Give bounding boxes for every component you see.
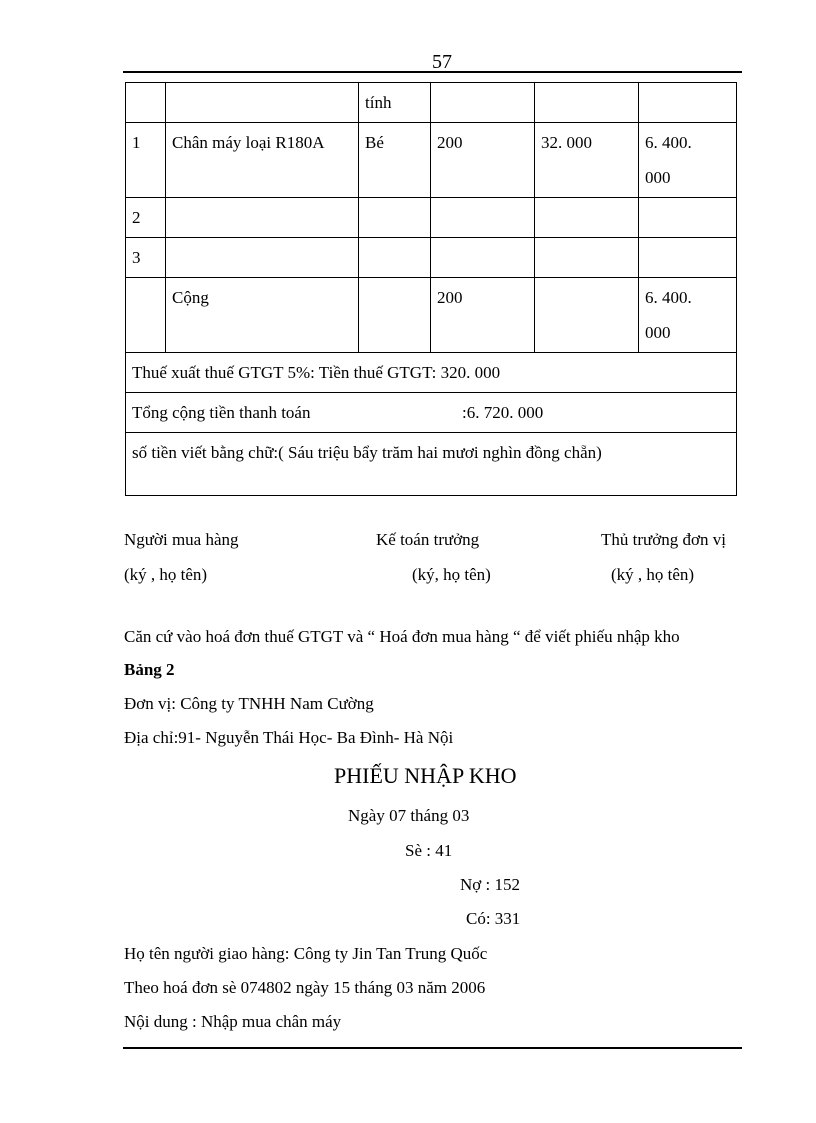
row-qty: 200 <box>431 123 535 198</box>
unit-text: Đơn vị: Công ty TNHH Nam Cường <box>124 694 374 713</box>
row-stt: 1 <box>126 123 166 198</box>
receipt-debit: Nợ : 152 <box>460 875 520 894</box>
row-stt: 2 <box>126 198 166 238</box>
total-label: Cộng <box>166 278 359 353</box>
footer-rule <box>123 1047 742 1049</box>
row-price: 32. 000 <box>535 123 639 198</box>
table-row <box>126 123 737 198</box>
sig-head-note: (ký , họ tên) <box>611 565 695 584</box>
total-row <box>126 278 737 353</box>
grand-total-value: :6. 720. 000 <box>462 403 544 422</box>
receipt-credit: Có: 331 <box>466 909 521 928</box>
in-words-row <box>126 433 737 496</box>
row-amount: 6. 400. 000 <box>639 123 737 198</box>
deliverer-text: Họ tên người giao hàng: Công ty Jin Tan Trung Quốc <box>124 944 488 963</box>
grand-total-label: Tổng cộng tiền thanh toán <box>132 403 311 422</box>
table-header-row <box>126 83 737 123</box>
row-stt: 3 <box>126 238 166 278</box>
receipt-number: Sè : 41 <box>405 841 453 860</box>
sig-head: Thủ trưởng đơn vị <box>601 530 726 549</box>
sig-accountant-note: (ký, họ tên) <box>412 565 491 584</box>
content-text: Nội dung : Nhập mua chân máy <box>124 1012 342 1031</box>
cell-unit-header: tính <box>359 83 431 123</box>
receipt-title: PHIẾU NHẬP KHO <box>334 763 517 788</box>
sig-buyer: Người mua hàng <box>124 530 239 549</box>
receipt-date: Ngày 07 tháng 03 <box>348 806 470 825</box>
tax-line: Thuế xuất thuế GTGT 5%: Tiền thuế GTGT: 320. 000 <box>126 353 737 393</box>
in-words: số tiền viết bằng chữ:( Sáu triệu bẩy trăm hai mươi nghìn đồng chẵn) <box>126 433 737 496</box>
sig-accountant: Kế toán trưởng <box>376 530 480 549</box>
cell-stt <box>126 83 166 123</box>
grand-total-row <box>126 393 737 433</box>
total-qty: 200 <box>431 278 535 353</box>
intro-text: Căn cứ vào hoá đơn thuế GTGT và “ Hoá đơn mua hàng “ để viết phiếu nhập kho <box>124 627 680 646</box>
invoice-table <box>125 82 737 496</box>
table-row <box>126 198 737 238</box>
row-unit: Bé <box>359 123 431 198</box>
sig-buyer-note: (ký , họ tên) <box>124 565 208 584</box>
table-label: Bảng 2 <box>124 660 175 679</box>
table-row <box>126 238 737 278</box>
tax-row <box>126 353 737 393</box>
row-name: Chân máy loại R180A <box>166 123 359 198</box>
address-text: Địa chỉ:91- Nguyễn Thái Học- Ba Đình- Hà Nội <box>124 728 454 747</box>
page-number: 57 <box>432 51 452 73</box>
invoice-ref-text: Theo hoá đơn sè 074802 ngày 15 tháng 03 năm 2006 <box>124 978 486 997</box>
header-rule <box>123 71 742 73</box>
total-amount: 6. 400. 000 <box>639 278 737 353</box>
cell-name <box>166 83 359 123</box>
